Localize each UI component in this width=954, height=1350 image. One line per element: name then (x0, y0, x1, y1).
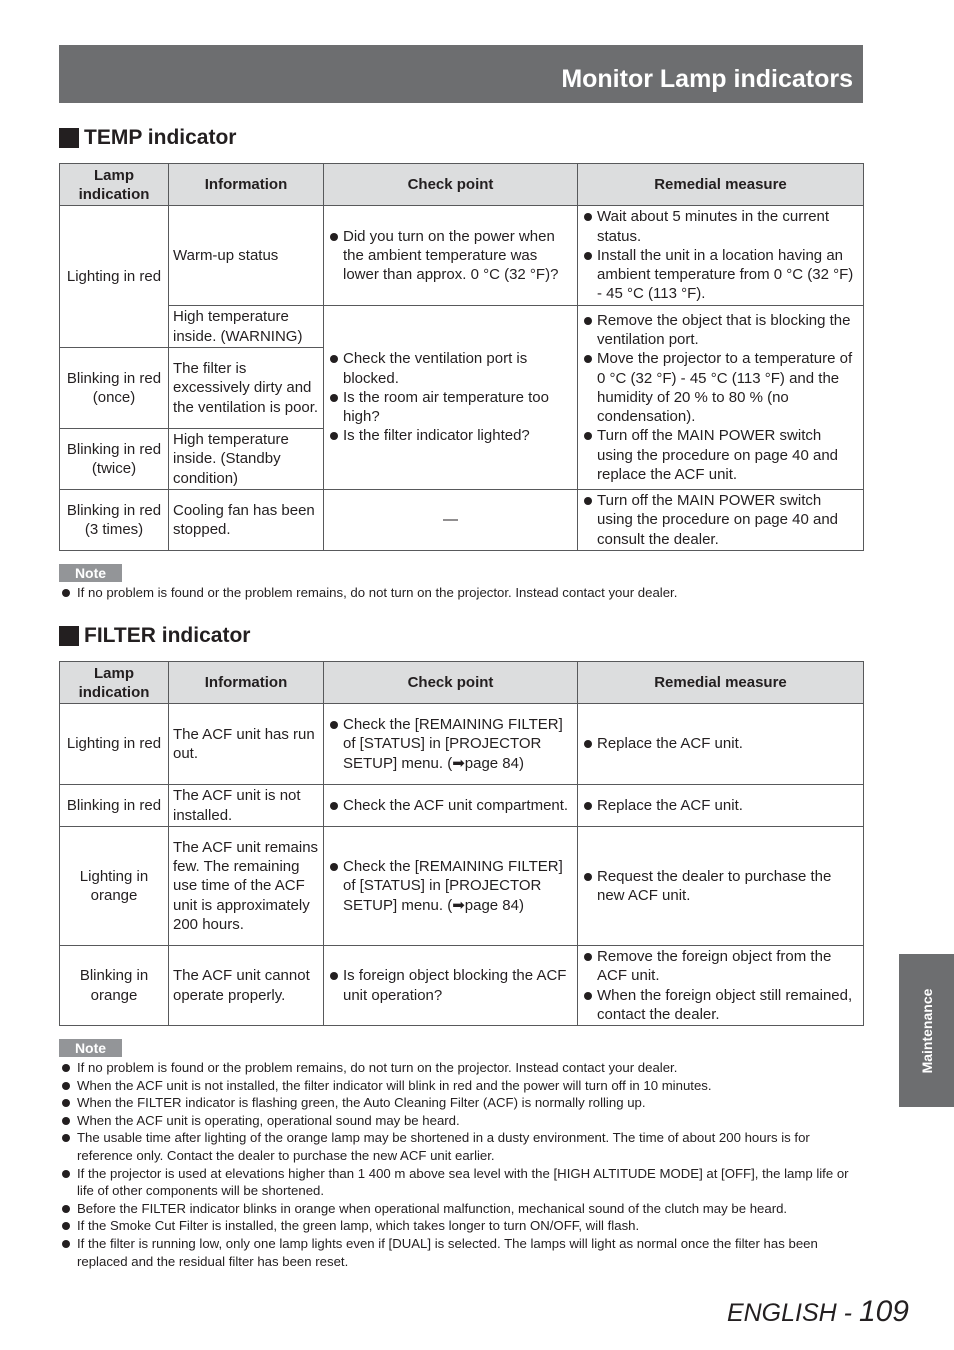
list-item: Check the [REMAINING FILTER] of [STATUS] in [PROJECTOR SETUP] menu. (➡page 84) (328, 857, 573, 915)
check-cell (324, 785, 578, 827)
note-item: If no problem is found or the problem remains, do not turn on the projector. Instead contact your dealer. (59, 1059, 863, 1077)
filter-title-text: FILTER indicator (84, 624, 251, 647)
info-cell: The ACF unit cannot operate properly. (169, 946, 324, 1026)
column-header: Information (169, 164, 324, 206)
note-item: When the FILTER indicator is flashing green, the Auto Cleaning Filter (ACF) is normally rolling up. (59, 1094, 863, 1112)
temp-title-text: TEMP indicator (84, 126, 237, 149)
list-item: Check the ACF unit compartment. (328, 796, 573, 815)
list-item: Is the filter indicator lighted? (328, 426, 573, 445)
page-title: Monitor Lamp indicators (561, 65, 853, 93)
maintenance-side-tab (899, 954, 954, 1107)
table-row (60, 206, 864, 306)
list-item: Request the dealer to purchase the new ACF unit. (582, 867, 859, 906)
check-cell (324, 704, 578, 785)
check-cell: — (324, 490, 578, 551)
note-label: Note (59, 1039, 122, 1057)
list-item: When the foreign object still remained, contact the dealer. (582, 986, 859, 1025)
table-row (60, 785, 864, 827)
list-item: Is foreign object blocking the ACF unit operation? (328, 966, 573, 1005)
column-header: Remedial measure (578, 662, 864, 704)
table-row (60, 704, 864, 785)
remedy-cell (578, 490, 864, 551)
page-header-bar (59, 45, 863, 103)
filter-indicator-table (59, 661, 864, 1026)
table-header-row (60, 662, 864, 704)
filter-section-title (59, 624, 250, 648)
temp-indicator-table (59, 163, 864, 551)
column-header: Check point (324, 662, 578, 704)
column-header: Remedial measure (578, 164, 864, 206)
note-item: Before the FILTER indicator blinks in orange when operational malfunction, mechanical sound of the clutch may be heard. (59, 1200, 863, 1218)
list-item: Turn off the MAIN POWER switch using the procedure on page 40 and replace the ACF unit. (582, 426, 859, 484)
check-cell (324, 827, 578, 946)
list-item: Is the room air temperature too high? (328, 388, 573, 427)
info-cell: The ACF unit has run out. (169, 704, 324, 785)
remedy-cell (578, 704, 864, 785)
note-item: When the ACF unit is not installed, the filter indicator will blink in red and the power will turn off in 10 minutes. (59, 1077, 863, 1095)
note-item: The usable time after lighting of the orange lamp may be shortened in a dusty environment. The time of about 200 hours is for reference only. Contact the dealer to purchase the new ACF unit earlier. (59, 1129, 863, 1164)
note-item: If the projector is used at elevations higher than 1 400 m above sea level with the [HIGH ALTITUDE MODE] at [OFF], the lamp life or life of other components will be shortened. (59, 1165, 863, 1200)
table-row (60, 490, 864, 551)
check-cell (324, 206, 578, 306)
temp-section-title (59, 126, 236, 150)
lamp-cell: Lighting in orange (60, 827, 169, 946)
table-row (60, 946, 864, 1026)
filter-notes-list (59, 1059, 863, 1270)
lamp-cell: Blinking in red (once) (60, 348, 169, 429)
info-cell: Warm-up status (169, 206, 324, 306)
list-item: Check the ventilation port is blocked. (328, 349, 573, 388)
note-label: Note (59, 564, 122, 582)
remedy-cell (578, 306, 864, 490)
list-item: Install the unit in a location having an ambient temperature from 0 °C (32 °F) - 45 °C (113 °F). (582, 246, 859, 304)
list-item: Replace the ACF unit. (582, 734, 859, 753)
temp-notes-list (59, 584, 863, 602)
section-square-icon (59, 128, 79, 148)
info-cell: Cooling fan has been stopped. (169, 490, 324, 551)
page-number: 109 (858, 1295, 909, 1328)
remedy-cell (578, 946, 864, 1026)
list-item: Check the [REMAINING FILTER] of [STATUS] in [PROJECTOR SETUP] menu. (➡page 84) (328, 715, 573, 773)
table-header-row (60, 164, 864, 206)
column-header: Lamp indication (60, 662, 169, 704)
lamp-cell: Lighting in red (60, 704, 169, 785)
footer-language: ENGLISH - (726, 1299, 859, 1327)
page-footer (727, 1295, 909, 1329)
lamp-cell: Lighting in red (60, 206, 169, 348)
remedy-cell (578, 206, 864, 306)
list-item: Remove the object that is blocking the ventilation port. (582, 311, 859, 350)
remedy-cell (578, 785, 864, 827)
table-row (60, 306, 864, 348)
list-item: Turn off the MAIN POWER switch using the procedure on page 40 and consult the dealer. (582, 491, 859, 549)
remedy-cell (578, 827, 864, 946)
column-header: Information (169, 662, 324, 704)
note-item: If the Smoke Cut Filter is installed, the green lamp, which takes longer to turn ON/OFF, will flash. (59, 1217, 863, 1235)
side-tab-label: Maintenance (918, 988, 935, 1073)
table-row (60, 827, 864, 946)
note-item: If the filter is running low, only one lamp lights even if [DUAL] is selected. The lamps will light as normal once the filter has been replaced and the residual filter has been reset. (59, 1235, 863, 1270)
check-cell (324, 306, 578, 490)
check-cell (324, 946, 578, 1026)
info-cell: The filter is excessively dirty and the ventilation is poor. (169, 348, 324, 429)
info-cell: The ACF unit is not installed. (169, 785, 324, 827)
note-item: If no problem is found or the problem remains, do not turn on the projector. Instead contact your dealer. (59, 584, 863, 602)
section-square-icon (59, 626, 79, 646)
list-item: Move the projector to a temperature of 0 °C (32 °F) - 45 °C (113 °F) and the humidity of 20 % to 80 % (no condensation). (582, 349, 859, 426)
lamp-cell: Blinking in red (twice) (60, 429, 169, 490)
list-item: Remove the foreign object from the ACF unit. (582, 947, 859, 986)
list-item: Replace the ACF unit. (582, 796, 859, 815)
info-cell: High temperature inside. (Standby condition) (169, 429, 324, 490)
list-item: Did you turn on the power when the ambient temperature was lower than approx. 0 °C (32 °F)? (328, 227, 573, 285)
lamp-cell: Blinking in orange (60, 946, 169, 1026)
lamp-cell: Blinking in red (3 times) (60, 490, 169, 551)
note-item: When the ACF unit is operating, operational sound may be heard. (59, 1112, 863, 1130)
list-item: Wait about 5 minutes in the current status. (582, 207, 859, 246)
column-header: Check point (324, 164, 578, 206)
lamp-cell: Blinking in red (60, 785, 169, 827)
info-cell: High temperature inside. (WARNING) (169, 306, 324, 348)
column-header: Lamp indication (60, 164, 169, 206)
info-cell: The ACF unit remains few. The remaining use time of the ACF unit is approximately 200 hours. (169, 827, 324, 946)
